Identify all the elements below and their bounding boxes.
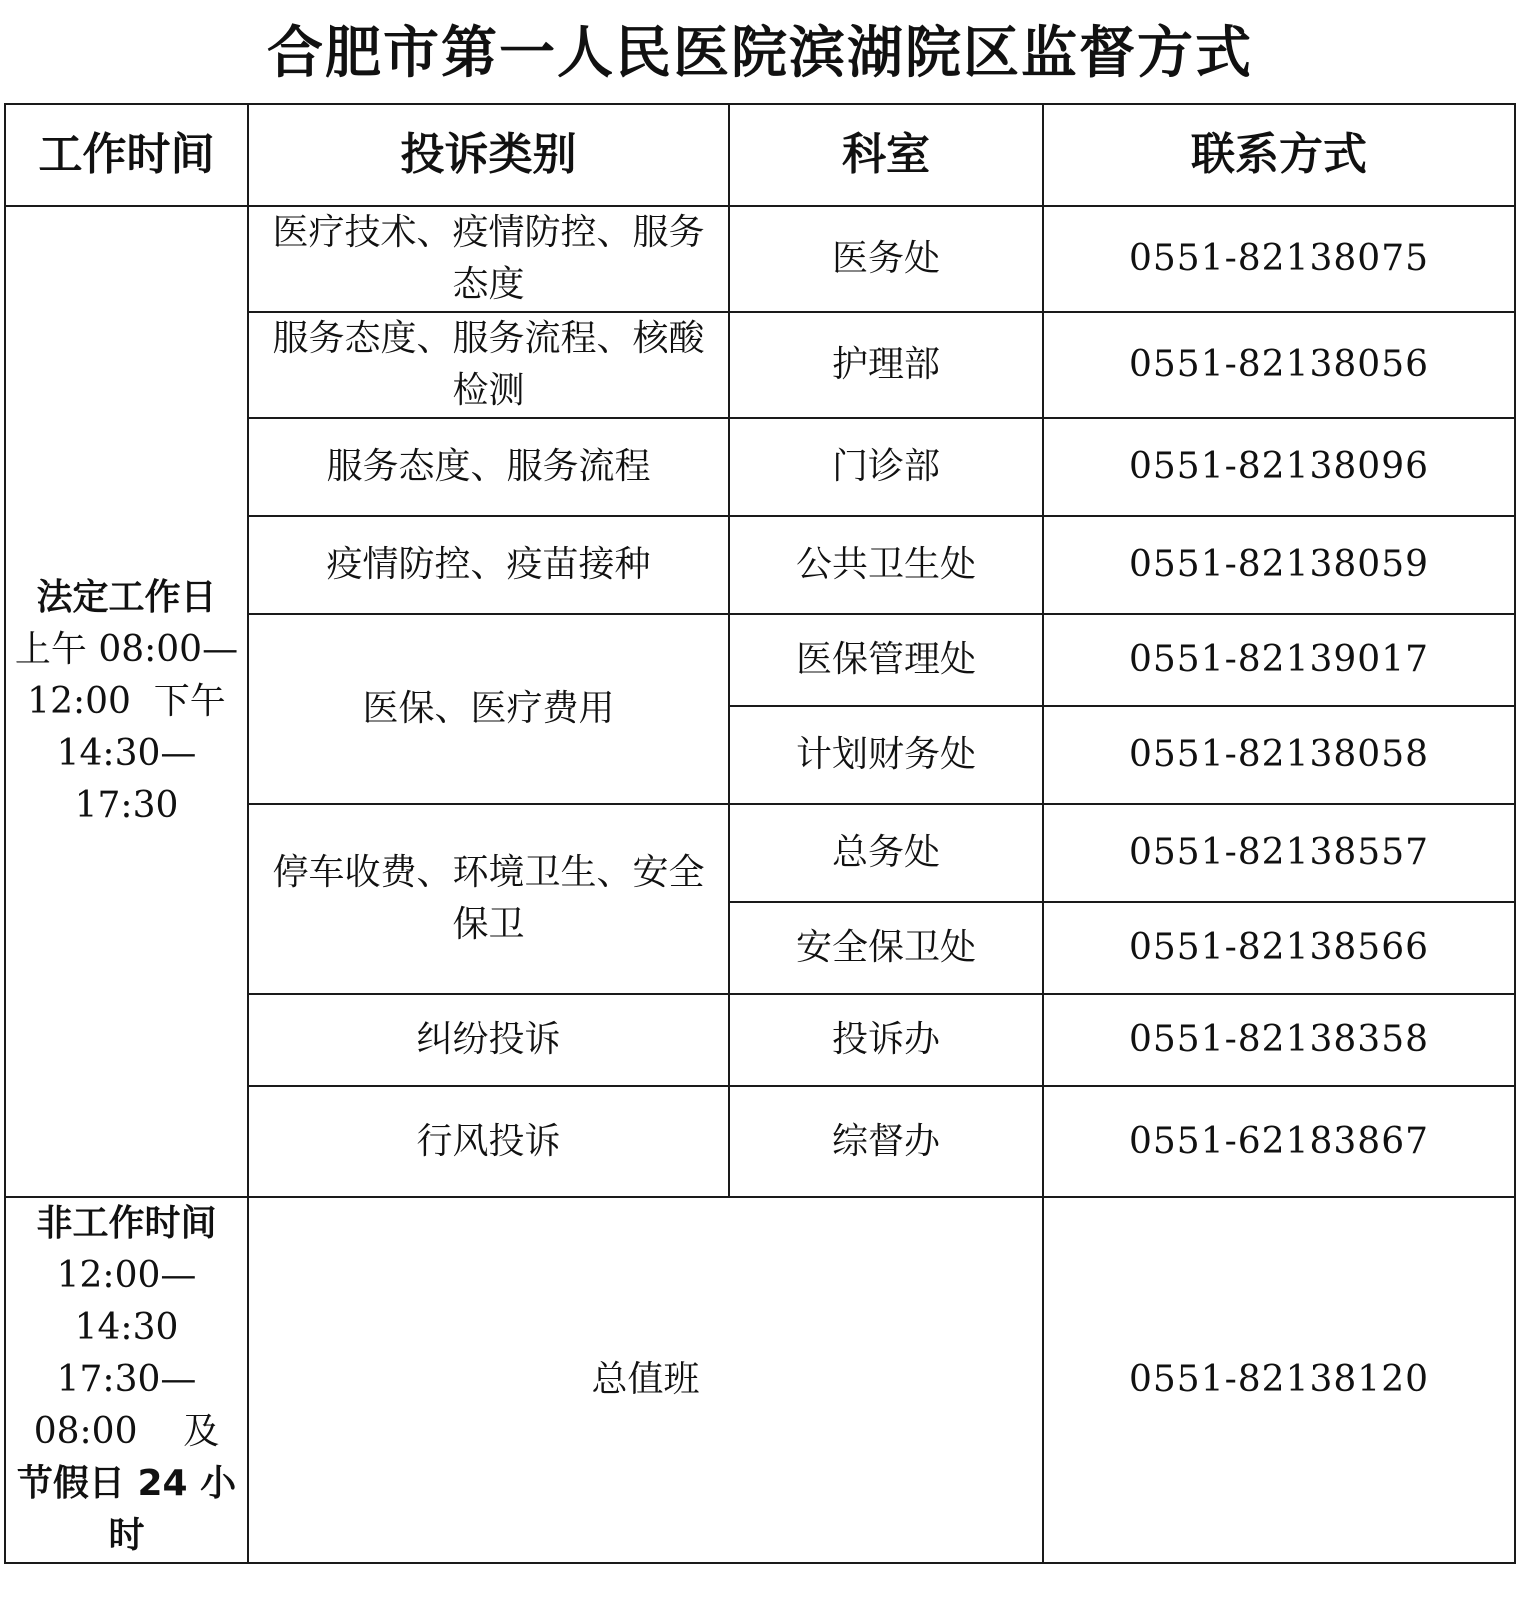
- phone-cell: 0551-82138566: [1043, 902, 1515, 994]
- department-cell: 门诊部: [729, 418, 1043, 516]
- phone-cell: 0551-82138096: [1043, 418, 1515, 516]
- phone-cell: 0551-82138358: [1043, 994, 1515, 1086]
- phone-cell: 0551-82138056: [1043, 312, 1515, 418]
- offhours-holiday-line: 节假日 24 小: [16, 1463, 237, 1504]
- category-cell: 疫情防控、疫苗接种: [248, 516, 729, 614]
- offhours-hours-line: 17:30—: [56, 1359, 197, 1400]
- category-cell: 纠纷投诉: [248, 994, 729, 1086]
- category-cell: 行风投诉: [248, 1086, 729, 1197]
- workday-hours-line: 上午 08:00—: [14, 628, 239, 670]
- department-cell: 投诉办: [729, 994, 1043, 1086]
- table-row: [5, 1197, 1515, 1563]
- offhours-holiday-line: 时: [108, 1515, 145, 1556]
- category-cell: 医保、医疗费用: [248, 614, 729, 804]
- offhours-hours-line: 08:00 及: [33, 1411, 220, 1452]
- table-row: [5, 206, 1515, 312]
- phone-cell: 0551-62183867: [1043, 1086, 1515, 1197]
- header-category: 投诉类别: [248, 104, 729, 206]
- department-cell: 公共卫生处: [729, 516, 1043, 614]
- phone-cell: 0551-82138120: [1043, 1197, 1515, 1563]
- phone-cell: 0551-82139017: [1043, 614, 1515, 706]
- category-cell: 服务态度、服务流程、核酸检测: [248, 312, 729, 418]
- department-cell: 医务处: [729, 206, 1043, 312]
- category-cell: 停车收费、环境卫生、安全保卫: [248, 804, 729, 994]
- offhours-hours-line: 14:30: [74, 1307, 179, 1348]
- department-cell: 安全保卫处: [729, 902, 1043, 994]
- phone-cell: 0551-82138075: [1043, 206, 1515, 312]
- workday-hours-line: 17:30: [74, 784, 179, 826]
- header-department: 科室: [729, 104, 1043, 206]
- offhours-hours-line: 12:00—: [56, 1255, 197, 1296]
- duty-office-cell: 总值班: [248, 1197, 1043, 1563]
- workday-hours-line: 12:00 下午: [27, 680, 226, 722]
- offhours-label: 非工作时间: [36, 1203, 217, 1244]
- offhours-time-cell: [5, 1197, 248, 1563]
- department-cell: 护理部: [729, 312, 1043, 418]
- department-cell: 综督办: [729, 1086, 1043, 1197]
- category-cell: 服务态度、服务流程: [248, 418, 729, 516]
- supervision-table: [4, 103, 1516, 1564]
- department-cell: 总务处: [729, 804, 1043, 902]
- phone-cell: 0551-82138557: [1043, 804, 1515, 902]
- page-title: 合肥市第一人民医院滨湖院区监督方式: [267, 21, 1253, 86]
- phone-cell: 0551-82138058: [1043, 706, 1515, 804]
- header-time: 工作时间: [5, 104, 248, 206]
- header-contact: 联系方式: [1043, 104, 1515, 206]
- header-row: [5, 104, 1515, 206]
- workday-time-cell: [5, 206, 248, 1197]
- workday-label: 法定工作日: [36, 576, 217, 618]
- department-cell: 医保管理处: [729, 614, 1043, 706]
- phone-cell: 0551-82138059: [1043, 516, 1515, 614]
- department-cell: 计划财务处: [729, 706, 1043, 804]
- category-cell: 医疗技术、疫情防控、服务态度: [248, 206, 729, 312]
- workday-hours-line: 14:30—: [56, 732, 197, 774]
